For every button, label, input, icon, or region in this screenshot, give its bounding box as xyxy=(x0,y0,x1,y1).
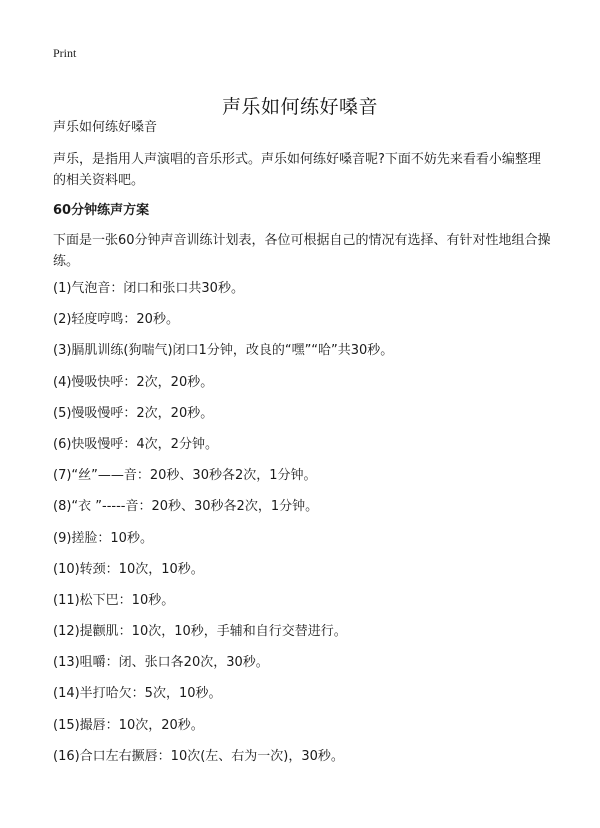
list-item: (6)快吸慢呼：4次，2分钟。 xyxy=(53,436,218,452)
list-item: (12)提颧肌：10次，10秒，手辅和自行交替进行。 xyxy=(53,624,347,640)
print-label: Print xyxy=(53,46,77,60)
list-item: (10)转颈：10次，10秒。 xyxy=(53,561,204,577)
list-item: (9)搓脸：10秒。 xyxy=(53,530,153,546)
list-item: (11)松下巴：10秒。 xyxy=(53,592,175,608)
list-item: (15)撮唇：10次，20秒。 xyxy=(53,717,204,733)
page-title: 声乐如何练好嗓音 xyxy=(221,95,378,118)
list-item: (2)轻度哼鸣：20秒。 xyxy=(53,312,179,328)
list-item: (14)半打哈欠：5次，10秒。 xyxy=(53,686,222,702)
list-item: (8)“衣 ”-----音：20秒、30秒各2次，1分钟。 xyxy=(53,499,319,515)
list-item: (3)膈肌训练(狗喘气)闭口1分钟，改良的“嘿”“哈”共30秒。 xyxy=(53,343,394,359)
document-subtitle: 声乐如何练好嗓音 xyxy=(53,120,158,135)
section-description: 下面是一张60分钟声音训练计划表，各位可根据自己的情况有选择、有针对性地组合操练。 xyxy=(53,233,551,269)
section-heading: 60分钟练声方案 xyxy=(53,203,150,218)
list-item: (13)咀嚼：闭、张口各20次，30秒。 xyxy=(53,655,269,671)
list-item: (16)合口左右撅唇：10次(左、右为一次)，30秒。 xyxy=(53,748,344,764)
intro-paragraph: 声乐，是指用人声演唱的音乐形式。声乐如何练好嗓音呢?下面不妨先来看看小编整理的相关资料吧。 xyxy=(53,152,541,188)
list-item: (1)气泡音：闭口和张口共30秒。 xyxy=(53,281,244,296)
list-item: (4)慢吸快呼：2次，20秒。 xyxy=(53,374,214,390)
document-body xyxy=(53,118,553,778)
training-item-list xyxy=(53,279,553,778)
list-item: (7)“丝”——音：20秒、30秒各2次，1分钟。 xyxy=(53,468,317,484)
list-item: (5)慢吸慢呼：2次，20秒。 xyxy=(53,405,214,421)
